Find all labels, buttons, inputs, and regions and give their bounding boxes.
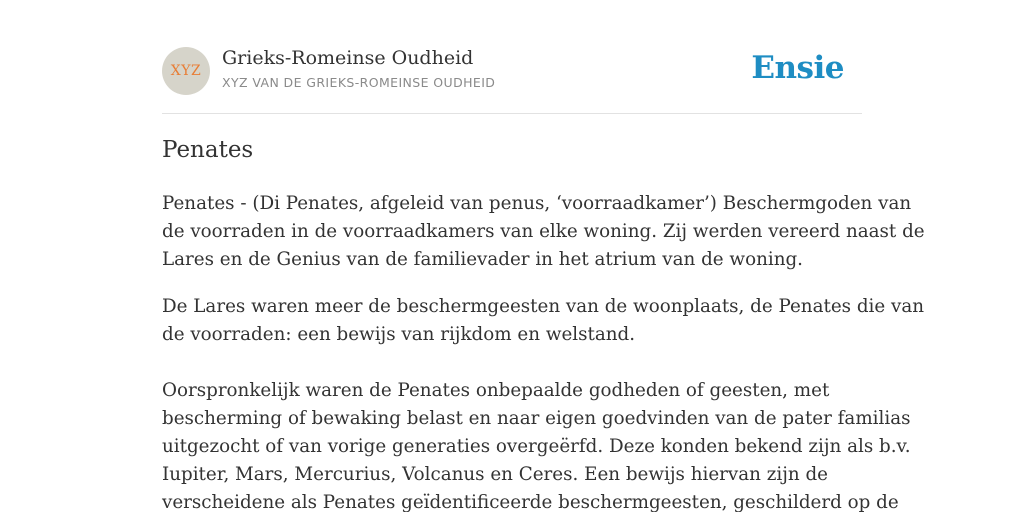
paragraph-line: de voorraden in de voorraadkamers van elke woning. Zij werden vereerd naast de [162,221,925,242]
paragraph-line: Penates - (Di Penates, afgeleid van penus, ‘voorraadkamer’) Beschermgoden van [162,193,912,214]
source-avatar[interactable]: XYZ [162,47,210,95]
article-paragraph [162,377,911,512]
article-title: Penates [162,137,254,163]
paragraph-line: De Lares waren meer de beschermgeesten van de woonplaats, de Penates die van [162,296,925,317]
paragraph-line: Iupiter, Mars, Mercurius, Volcanus en Ceres. Een bewijs hiervan zijn de [162,464,828,485]
paragraph-line: Oorspronkelijk waren de Penates onbepaalde godheden of geesten, met [162,380,830,401]
paragraph-line: bescherming of bewaking belast en naar eigen goedvinden van de pater familias [162,408,911,429]
paragraph-line: de voorraden: een bewijs van rijkdom en welstand. [162,324,636,345]
ensie-logo[interactable]: Ensie [751,50,844,86]
source-header [162,47,862,95]
paragraph-line: Lares en de Genius van de familievader in het atrium van de woning. [162,249,803,270]
header-divider [162,113,862,114]
article-paragraph [162,190,925,274]
article-paragraph [162,293,925,349]
paragraph-line: uitgezocht of van vorige generaties overgeërfd. Deze konden bekend zijn als b.v. [162,436,911,457]
paragraph-line: verscheidene als Penates geïdentificeerde beschermgeesten, geschilderd op de [162,492,899,512]
source-subtitle: XYZ VAN DE GRIEKS-ROMEINSE OUDHEID [222,75,496,90]
source-title-link[interactable]: Grieks-Romeinse Oudheid [222,47,474,69]
